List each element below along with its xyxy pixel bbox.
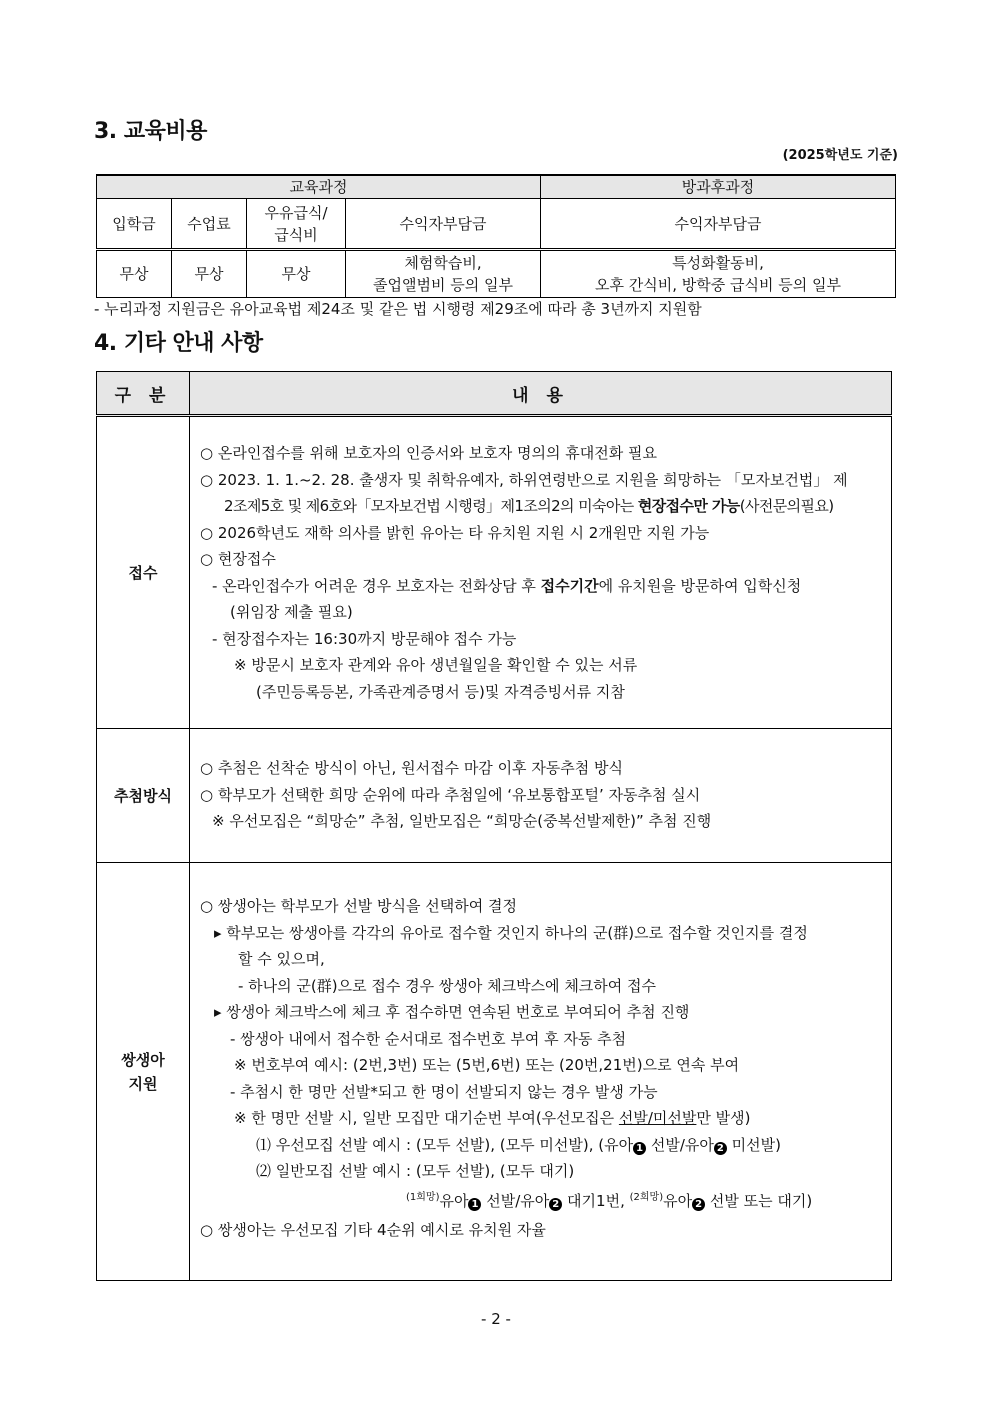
val-after-line2: 오후 간식비, 방학중 급식비 등의 일부 (595, 276, 841, 294)
label-twins (97, 863, 190, 1281)
val-admission: 무상 (97, 250, 172, 298)
info-table (96, 371, 892, 1281)
col-meal-line2: 급식비 (274, 225, 318, 244)
content-lottery (190, 729, 892, 863)
circled-two-icon: 2 (692, 1198, 705, 1211)
header-content: 내 용 (190, 372, 892, 416)
reception-line1: ○ 온라인접수를 위해 보호자의 인증서와 보호자 명의의 휴대전화 필요 (200, 444, 657, 462)
reception-line8: - 현장접수자는 16:30까지 방문해야 접수 가능 (212, 629, 517, 648)
twins-line5: ▸ 쌍생아 체크박스에 체크 후 접수하면 연속된 번호로 부여되어 추첨 진행 (214, 1003, 690, 1021)
reception-line4: ○ 2026학년도 재학 의사를 밝힌 유아는 타 유치원 지원 시 2개원만 지원 가능 (200, 523, 710, 542)
basis-year: (2025학년도 기준) (782, 148, 898, 163)
reception-period-emphasis: 접수기간 (540, 576, 599, 595)
col-admission: 입학금 (97, 199, 172, 250)
val-after (541, 250, 896, 298)
twins-line12 (200, 1185, 891, 1212)
reception-line6-text: - 온라인접수가 어려운 경우 보호자는 전화상담 후 (212, 576, 541, 595)
twins-line12-child2: 유아 (663, 1191, 693, 1210)
content-twins (190, 863, 892, 1281)
twins-line3: 할 수 있으며, (238, 950, 325, 968)
val-tuition: 무상 (172, 250, 247, 298)
second-choice-sup: (2희망) (629, 1191, 664, 1203)
circled-two-icon: 2 (714, 1142, 727, 1155)
twins-line11: ⑵ 일반모집 선발 예시 : (모두 선발), (모두 대기) (256, 1162, 575, 1180)
section4-title: 4. 기타 안내 사항 (94, 331, 263, 356)
lottery-line3: ※ 우선모집은 “희망순” 추첨, 일반모집은 “희망순(중복선발제한)” 추첨 진행 (212, 812, 712, 830)
col-user-pay: 수익자부담금 (346, 199, 541, 250)
col-meal-line1: 우유급식/ (264, 203, 328, 222)
support-note: - 누리과정 지원금은 유아교육법 제24조 및 같은 법 시행령 제29조에 따라 총 3년까지 지원함 (94, 300, 702, 318)
twins-line9-text: ※ 한 명만 선발 시, 일반 모집만 대기순번 부여(우선모집은 (234, 1109, 619, 1127)
twins-line10 (200, 1132, 891, 1159)
reception-line6 (200, 573, 891, 600)
first-choice-sup: (1희망) (406, 1191, 440, 1203)
lottery-line1: ○ 추첨은 선착순 방식이 아닌, 원서접수 마감 이후 자동추첨 방식 (200, 759, 624, 777)
col-after-user-pay: 수익자부담금 (541, 199, 896, 250)
reception-line3-text: 2조제5호 및 제6호와「모자보건법 시행령」제1조의2의 미숙아는 (224, 497, 638, 515)
twins-line12-wait: 대기1번, (562, 1191, 630, 1210)
col-tuition: 수업료 (172, 199, 247, 250)
reception-line10: (주민등록등본, 가족관계증명서 등)및 자격증빙서류 지참 (256, 682, 625, 701)
col-meal (247, 199, 346, 250)
header-category: 구 분 (97, 372, 190, 416)
circled-one-icon: 1 (468, 1198, 481, 1211)
reception-line9: ※ 방문시 보호자 관계와 유아 생년월일을 확인할 수 있는 서류 (234, 656, 638, 674)
reception-line3 (200, 493, 891, 520)
select-unselect-underlined: 선발/미선발 (618, 1109, 697, 1127)
twins-line9 (200, 1105, 891, 1132)
circled-two-icon: 2 (549, 1198, 562, 1211)
header-afterschool: 방과후과정 (541, 175, 896, 199)
twins-line12-child: 유아 (439, 1191, 469, 1210)
header-curriculum: 교육과정 (97, 175, 541, 199)
val-user-pay-line1: 체험학습비, (404, 254, 482, 272)
reception-line6-suffix: 에 유치원을 방문하여 입학신청 (598, 576, 802, 595)
twins-line9-suffix: 만 발생) (696, 1109, 751, 1127)
twins-line10-mid: 선발/유아 (646, 1135, 714, 1154)
page-number: - 2 - (481, 1310, 511, 1328)
val-after-line1: 특성화활동비, (672, 254, 764, 272)
cost-table (96, 174, 896, 298)
twins-line8: - 추첨시 한 명만 선발*되고 한 명이 선발되지 않는 경우 발생 가능 (230, 1082, 658, 1101)
reception-line5: ○ 현장접수 (200, 550, 276, 568)
circled-one-icon: 1 (633, 1142, 646, 1155)
twins-line1: ○ 쌍생아는 학부모가 선발 방식을 선택하여 결정 (200, 897, 518, 915)
val-meal: 무상 (247, 250, 346, 298)
label-reception: 접수 (97, 416, 190, 729)
twins-line12-suffix: 선발 또는 대기) (705, 1191, 813, 1210)
reception-line7: (위임장 제출 필요) (230, 603, 353, 621)
val-user-pay-line2: 졸업앨범비 등의 일부 (373, 276, 513, 294)
twins-line6: - 쌍생아 내에서 접수한 순서대로 접수번호 부여 후 자동 추첨 (230, 1029, 627, 1048)
label-twins-line2: 지원 (128, 1074, 158, 1093)
reception-line3-suffix: (사전문의필요) (739, 497, 834, 515)
lottery-line2: ○ 학부모가 선택한 희망 순위에 따라 추첨일에 ‘유보통합포털’ 자동추첨 실시 (200, 785, 701, 804)
twins-line13: ○ 쌍생아는 우선모집 기타 4순위 예시로 유치원 자율 (200, 1221, 546, 1239)
reception-line2: ○ 2023. 1. 1.~2. 28. 출생자 및 취학유예자, 하위연령반으로 지원을 희망하는 「모자보건법」 제 (200, 470, 848, 489)
label-lottery: 추첨방식 (97, 729, 190, 863)
twins-line10-suffix: 미선발) (726, 1135, 781, 1154)
val-user-pay (346, 250, 541, 298)
label-twins-line1: 쌍생아 (121, 1050, 165, 1069)
content-reception (190, 416, 892, 729)
twins-line4: - 하나의 군(群)으로 접수 경우 쌍생아 체크박스에 체크하여 접수 (238, 976, 657, 995)
twins-line10-text: ⑴ 우선모집 선발 예시 : (모두 선발), (모두 미선발), (유아 (256, 1135, 634, 1154)
section3-title: 3. 교육비용 (94, 119, 207, 144)
twins-line7: ※ 번호부여 예시: (2번,3번) 또는 (5번,6번) 또는 (20번,21번)으로 연속 부여 (234, 1056, 740, 1074)
onsite-only-emphasis: 현장접수만 가능 (637, 497, 740, 515)
twins-line12-mid: 선발/유아 (481, 1191, 550, 1210)
twins-line2: ▸ 학부모는 쌍생아를 각각의 유아로 접수할 것인지 하나의 군(群)으로 접수할 것인지를 결정 (214, 923, 808, 942)
